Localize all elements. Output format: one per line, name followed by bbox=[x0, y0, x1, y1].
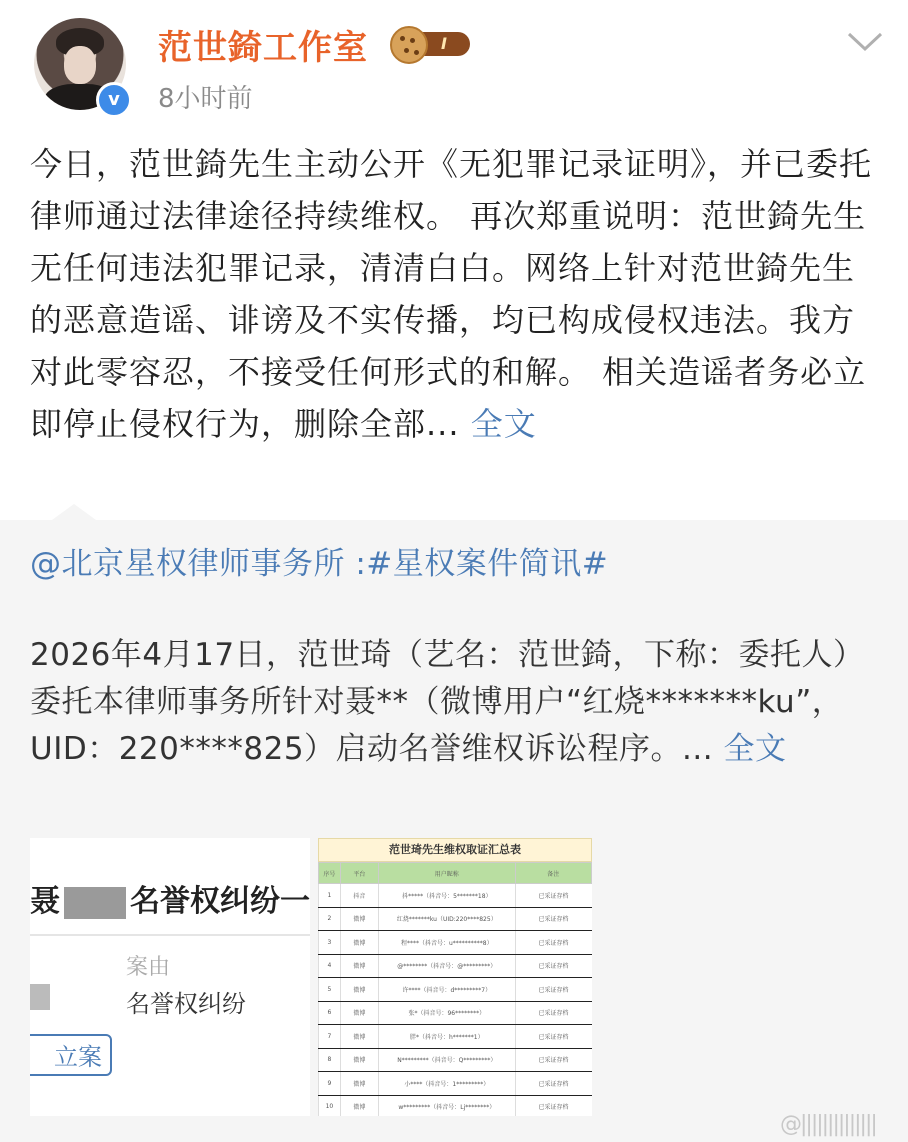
table-cell: 已采证存档 bbox=[515, 1001, 591, 1025]
table-cell: 抖*****（抖音号：5*******18） bbox=[379, 884, 516, 908]
table-header-row bbox=[319, 863, 592, 884]
verified-icon: v bbox=[96, 82, 132, 118]
post-text: 今日，范世錡先生主动公开《无犯罪记录证明》，并已委托律师通过法律途径持续维权。 再次郑重说明：范世錡先生无任何违法犯罪记录，清清白白。网络上针对范世錡先生的恶意造谣、诽谤及不实传播，均已构成侵权违法。我方对此零容忍，不接受任何形式的和解。 相关造谣者务必立即停止侵权行为，删除全部... bbox=[30, 145, 873, 443]
repost-image-case[interactable] bbox=[30, 838, 310, 1116]
repost-text: 2026年4月17日，范世琦（艺名：范世錡，下称：委托人）委托本律师事务所针对聂**（微博用户“红烧*******ku”，UID：220****825）启动名誉维权诉讼程序。... bbox=[30, 637, 865, 767]
repost-body bbox=[30, 632, 878, 773]
evidence-table bbox=[318, 862, 592, 1116]
table-cell: 微博 bbox=[340, 1072, 378, 1096]
divider bbox=[30, 934, 310, 936]
table-row bbox=[319, 954, 592, 978]
table-cell: 已采证存档 bbox=[515, 1095, 591, 1116]
table-row bbox=[319, 1048, 592, 1072]
table-cell: 微博 bbox=[340, 931, 378, 955]
table-cell: 已采证存档 bbox=[515, 1048, 591, 1072]
case-title-suffix: 名誉权纠纷一 bbox=[130, 884, 310, 919]
chevron-down-icon[interactable] bbox=[846, 30, 884, 54]
table-row bbox=[319, 1001, 592, 1025]
table-header: 备注 bbox=[515, 863, 591, 884]
table-cell: 已采证存档 bbox=[515, 884, 591, 908]
table-cell: 5 bbox=[319, 978, 341, 1002]
table-cell: 10 bbox=[319, 1095, 341, 1116]
table-cell: 微博 bbox=[340, 1048, 378, 1072]
table-row bbox=[319, 1025, 592, 1049]
table-row bbox=[319, 1095, 592, 1116]
table-row bbox=[319, 978, 592, 1002]
watermark: @|||||||||||||| bbox=[780, 1112, 876, 1137]
table-cell: 已采证存档 bbox=[515, 1025, 591, 1049]
table-cell: @********（抖音号：@*********） bbox=[379, 954, 516, 978]
table-row bbox=[319, 884, 592, 908]
table-cell: 微博 bbox=[340, 1095, 378, 1116]
post-time: 8小时前 bbox=[158, 84, 253, 114]
case-label: 案由 bbox=[126, 955, 171, 980]
table-cell: 已采证存档 bbox=[515, 1072, 591, 1096]
repost-mention[interactable]: @北京星权律师事务所 :#星权案件简讯# bbox=[30, 546, 609, 582]
table-cell: 张*（抖音号：96********） bbox=[379, 1001, 516, 1025]
case-title bbox=[30, 876, 310, 920]
table-cell: 4 bbox=[319, 954, 341, 978]
table-cell: N*********（抖音号：Q*********） bbox=[379, 1048, 516, 1072]
evidence-table-title: 范世琦先生维权取证汇总表 bbox=[318, 838, 592, 862]
table-cell: 已采证存档 bbox=[515, 931, 591, 955]
table-cell: 1 bbox=[319, 884, 341, 908]
table-cell: 已采证存档 bbox=[515, 978, 591, 1002]
filing-button: 立案 bbox=[30, 1034, 112, 1076]
table-cell: 胖*（抖音号：h*******1） bbox=[379, 1025, 516, 1049]
table-cell: 小****（抖音号：1*********） bbox=[379, 1072, 516, 1096]
expand-full-text-link[interactable]: 全文 bbox=[459, 405, 537, 443]
table-cell: 微博 bbox=[340, 1025, 378, 1049]
table-cell: 抖音 bbox=[340, 884, 378, 908]
table-cell: 9 bbox=[319, 1072, 341, 1096]
case-title-prefix: 聂 bbox=[30, 884, 60, 919]
table-cell: 红烧*******ku（UID:220****825） bbox=[379, 907, 516, 931]
avatar-face bbox=[64, 46, 96, 84]
table-cell: 微博 bbox=[340, 907, 378, 931]
redacted-block bbox=[30, 984, 50, 1010]
table-cell: 已采证存档 bbox=[515, 954, 591, 978]
post-header bbox=[0, 0, 908, 130]
table-cell: 3 bbox=[319, 931, 341, 955]
case-value: 名誉权纠纷 bbox=[126, 990, 246, 1018]
table-cell: 许****（抖音号：d*********7） bbox=[379, 978, 516, 1002]
table-cell: 6 bbox=[319, 1001, 341, 1025]
author-name[interactable]: 范世錡工作室 bbox=[158, 28, 368, 68]
fan-level-badge[interactable] bbox=[390, 24, 478, 60]
table-row bbox=[319, 931, 592, 955]
table-header: 平台 bbox=[340, 863, 378, 884]
table-cell: 微博 bbox=[340, 978, 378, 1002]
table-cell: 7 bbox=[319, 1025, 341, 1049]
table-header: 序号 bbox=[319, 863, 341, 884]
repost-caret bbox=[52, 504, 96, 520]
table-header: 用户昵称 bbox=[379, 863, 516, 884]
table-cell: 2 bbox=[319, 907, 341, 931]
badge-level: I bbox=[418, 32, 470, 56]
post-body bbox=[30, 138, 878, 450]
table-cell: 8 bbox=[319, 1048, 341, 1072]
redacted-name bbox=[64, 887, 126, 919]
table-row bbox=[319, 907, 592, 931]
table-cell: 微博 bbox=[340, 1001, 378, 1025]
repost-image-evidence-table[interactable] bbox=[318, 838, 592, 1116]
table-cell: w*********（抖音号：Lj********） bbox=[379, 1095, 516, 1116]
repost-expand-link[interactable]: 全文 bbox=[713, 731, 787, 767]
table-row bbox=[319, 1072, 592, 1096]
table-cell: 程****（抖音号：u**********8） bbox=[379, 931, 516, 955]
table-cell: 已采证存档 bbox=[515, 907, 591, 931]
cookie-icon bbox=[390, 26, 428, 64]
table-cell: 微博 bbox=[340, 954, 378, 978]
